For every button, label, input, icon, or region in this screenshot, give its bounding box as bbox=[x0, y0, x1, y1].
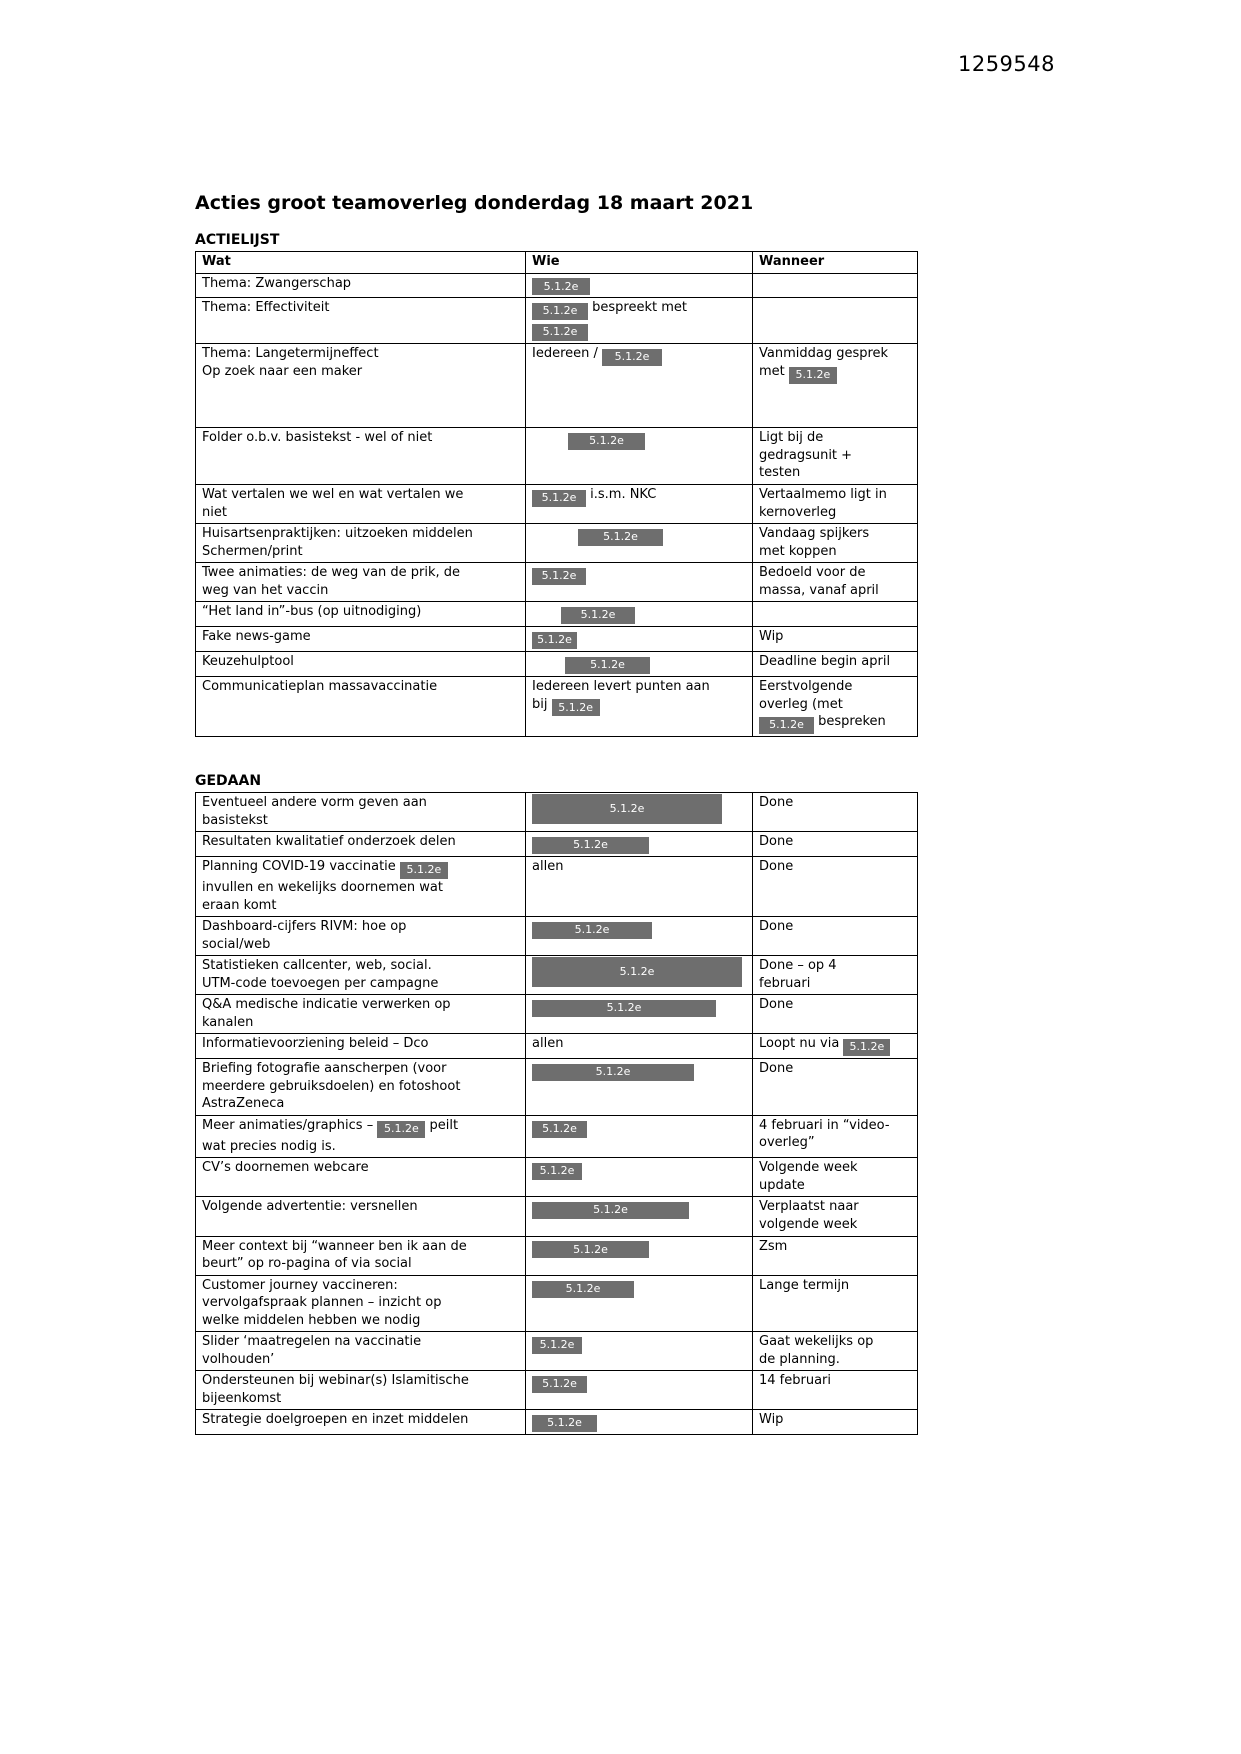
cell-wie: 5.1.2e bespreekt met 5.1.2e bbox=[526, 298, 753, 344]
redaction-box: 5.1.2e bbox=[532, 837, 649, 854]
cell-wanneer: Vertaalmemo ligt in kernoverleg bbox=[753, 484, 918, 523]
cell-wie bbox=[526, 652, 753, 677]
table-row bbox=[196, 1275, 918, 1332]
gedaan-heading: GEDAAN bbox=[195, 773, 262, 790]
document-title: Acties groot teamoverleg donderdag 18 maart 2021 bbox=[195, 192, 754, 214]
table-row bbox=[196, 1034, 918, 1059]
cell-wie bbox=[526, 1158, 753, 1197]
cell-wie: allen bbox=[526, 1034, 753, 1059]
cell-wanneer: Done bbox=[753, 995, 918, 1034]
redaction-box: 5.1.2e bbox=[532, 794, 722, 824]
cell-wat: Communicatieplan massavaccinatie bbox=[196, 677, 526, 737]
cell-wat: Wat vertalen we wel en wat vertalen we niet bbox=[196, 484, 526, 523]
table-row bbox=[196, 298, 918, 344]
cell-wie bbox=[526, 995, 753, 1034]
cell-wat: Eventueel andere vorm geven aan basistekst bbox=[196, 793, 526, 832]
cell-wanneer bbox=[753, 602, 918, 627]
cell-wat: Meer animaties/graphics – 5.1.2e peilt wat precies nodig is. bbox=[196, 1115, 526, 1157]
column-header-wanneer: Wanneer bbox=[753, 252, 918, 274]
cell-wat: Thema: Langetermijneffect Op zoek naar een maker bbox=[196, 344, 526, 428]
redaction-box: 5.1.2e bbox=[532, 1202, 689, 1219]
cell-wie bbox=[526, 273, 753, 298]
cell-wat: CV’s doornemen webcare bbox=[196, 1158, 526, 1197]
cell-wie bbox=[526, 832, 753, 857]
cell-wat: Fake news-game bbox=[196, 627, 526, 652]
table-row bbox=[196, 1236, 918, 1275]
redaction-box: 5.1.2e bbox=[532, 278, 590, 295]
redaction-box: 5.1.2e bbox=[532, 1337, 582, 1354]
cell-wanneer: Done – op 4 februari bbox=[753, 956, 918, 995]
cell-wanneer: Deadline begin april bbox=[753, 652, 918, 677]
actielijst-table bbox=[195, 251, 918, 737]
cell-wanneer: 4 februari in “video- overleg” bbox=[753, 1115, 918, 1157]
table-row bbox=[196, 1410, 918, 1435]
table-row bbox=[196, 995, 918, 1034]
table-row bbox=[196, 1115, 918, 1157]
redaction-box: 5.1.2e bbox=[532, 1376, 587, 1393]
cell-wanneer: Done bbox=[753, 917, 918, 956]
table-row bbox=[196, 602, 918, 627]
cell-wanneer: Done bbox=[753, 857, 918, 917]
redaction-box: 5.1.2e bbox=[377, 1121, 425, 1138]
cell-wat: Keuzehulptool bbox=[196, 652, 526, 677]
cell-wat: Huisartsenpraktijken: uitzoeken middelen Schermen/print bbox=[196, 524, 526, 563]
cell-wanneer: Vandaag spijkers met koppen bbox=[753, 524, 918, 563]
redaction-box: 5.1.2e bbox=[532, 1000, 716, 1017]
table-row bbox=[196, 917, 918, 956]
cell-wanneer bbox=[753, 273, 918, 298]
cell-wie bbox=[526, 602, 753, 627]
cell-wie: Iedereen levert punten aan bij 5.1.2e bbox=[526, 677, 753, 737]
table-row bbox=[196, 484, 918, 523]
cell-wat: Resultaten kwalitatief onderzoek delen bbox=[196, 832, 526, 857]
table-row bbox=[196, 677, 918, 737]
cell-wanneer: Eerstvolgende overleg (met 5.1.2e bespreken bbox=[753, 677, 918, 737]
cell-wanneer: Wip bbox=[753, 627, 918, 652]
cell-wie bbox=[526, 1410, 753, 1435]
cell-wat: Informatievoorziening beleid – Dco bbox=[196, 1034, 526, 1059]
cell-wat: Q&A medische indicatie verwerken op kanalen bbox=[196, 995, 526, 1034]
redaction-box: 5.1.2e bbox=[532, 1281, 634, 1298]
cell-wie bbox=[526, 1059, 753, 1116]
cell-wanneer: Zsm bbox=[753, 1236, 918, 1275]
cell-wat: Planning COVID-19 vaccinatie 5.1.2e invullen en wekelijks doornemen wat eraan komt bbox=[196, 857, 526, 917]
table-row bbox=[196, 1332, 918, 1371]
cell-wat: Statistieken callcenter, web, social. UTM-code toevoegen per campagne bbox=[196, 956, 526, 995]
redaction-box: 5.1.2e bbox=[843, 1039, 890, 1056]
header-row bbox=[196, 252, 918, 274]
redaction-box: 5.1.2e bbox=[532, 1064, 694, 1081]
cell-wie bbox=[526, 917, 753, 956]
table-row bbox=[196, 857, 918, 917]
redaction-box: 5.1.2e bbox=[532, 922, 652, 939]
redaction-box: 5.1.2e bbox=[552, 699, 600, 716]
cell-wat: Slider ‘maatregelen na vaccinatie volhouden’ bbox=[196, 1332, 526, 1371]
redaction-box: 5.1.2e bbox=[532, 568, 586, 585]
cell-wanneer: Gaat wekelijks op de planning. bbox=[753, 1332, 918, 1371]
column-header-wie: Wie bbox=[526, 252, 753, 274]
cell-wanneer: Verplaatst naar volgende week bbox=[753, 1197, 918, 1236]
cell-wat: Meer context bij “wanneer ben ik aan de beurt” op ro-pagina of via social bbox=[196, 1236, 526, 1275]
redaction-box: 5.1.2e bbox=[532, 1241, 649, 1258]
redaction-box: 5.1.2e bbox=[400, 862, 448, 879]
cell-wie bbox=[526, 627, 753, 652]
cell-wat: Customer journey vaccineren: vervolgafspraak plannen – inzicht op welke middelen hebben we nodig bbox=[196, 1275, 526, 1332]
cell-wanneer: Lange termijn bbox=[753, 1275, 918, 1332]
cell-wanneer: Loopt nu via 5.1.2e bbox=[753, 1034, 918, 1059]
cell-wie bbox=[526, 563, 753, 602]
cell-wie bbox=[526, 1197, 753, 1236]
redaction-box: 5.1.2e bbox=[532, 632, 577, 649]
cell-wat: Folder o.b.v. basistekst - wel of niet bbox=[196, 428, 526, 485]
table-row bbox=[196, 428, 918, 485]
cell-wie bbox=[526, 1371, 753, 1410]
cell-wie bbox=[526, 1236, 753, 1275]
cell-wie: allen bbox=[526, 857, 753, 917]
cell-wie bbox=[526, 524, 753, 563]
table-row bbox=[196, 1059, 918, 1116]
column-header-wat: Wat bbox=[196, 252, 526, 274]
cell-wat: Thema: Effectiviteit bbox=[196, 298, 526, 344]
cell-wie bbox=[526, 1332, 753, 1371]
cell-wie bbox=[526, 793, 753, 832]
table-row bbox=[196, 793, 918, 832]
table-row bbox=[196, 652, 918, 677]
table-row bbox=[196, 627, 918, 652]
redaction-box: 5.1.2e bbox=[532, 1415, 597, 1432]
redaction-box: 5.1.2e bbox=[602, 349, 662, 366]
cell-wie bbox=[526, 1275, 753, 1332]
cell-wat: Dashboard-cijfers RIVM: hoe op social/web bbox=[196, 917, 526, 956]
table-row bbox=[196, 344, 918, 428]
cell-wie bbox=[526, 428, 753, 485]
cell-wanneer: Bedoeld voor de massa, vanaf april bbox=[753, 563, 918, 602]
redaction-box: 5.1.2e bbox=[561, 607, 635, 624]
cell-wanneer: Done bbox=[753, 832, 918, 857]
actielijst-heading: ACTIELIJST bbox=[195, 232, 280, 248]
redaction-box: 5.1.2e bbox=[532, 1121, 587, 1138]
cell-wanneer bbox=[753, 298, 918, 344]
cell-wie: 5.1.2e i.s.m. NKC bbox=[526, 484, 753, 523]
cell-wat: “Het land in”-bus (op uitnodiging) bbox=[196, 602, 526, 627]
cell-wat: Twee animaties: de weg van de prik, de weg van het vaccin bbox=[196, 563, 526, 602]
cell-wie bbox=[526, 956, 753, 995]
cell-wat: Ondersteunen bij webinar(s) Islamitische bijeenkomst bbox=[196, 1371, 526, 1410]
document-content bbox=[195, 0, 917, 1435]
cell-wanneer: 14 februari bbox=[753, 1371, 918, 1410]
redaction-box: 5.1.2e bbox=[578, 529, 663, 546]
table-row bbox=[196, 1371, 918, 1410]
page-number: 1259548 bbox=[957, 52, 1055, 76]
cell-wie: Iedereen / 5.1.2e bbox=[526, 344, 753, 428]
cell-wanneer: Ligt bij de gedragsunit + testen bbox=[753, 428, 918, 485]
cell-wat: Briefing fotografie aanscherpen (voor meerdere gebruiksdoelen) en fotoshoot AstraZeneca bbox=[196, 1059, 526, 1116]
redaction-box: 5.1.2e bbox=[568, 433, 645, 450]
table-row bbox=[196, 563, 918, 602]
table-row bbox=[196, 956, 918, 995]
table-row bbox=[196, 832, 918, 857]
redaction-box: 5.1.2e bbox=[565, 657, 650, 674]
redaction-box: 5.1.2e bbox=[532, 303, 588, 320]
cell-wanneer: Done bbox=[753, 1059, 918, 1116]
cell-wie bbox=[526, 1115, 753, 1157]
table-row bbox=[196, 1158, 918, 1197]
cell-wanneer: Volgende week update bbox=[753, 1158, 918, 1197]
cell-wat: Thema: Zwangerschap bbox=[196, 273, 526, 298]
redaction-box: 5.1.2e bbox=[532, 1163, 582, 1180]
redaction-box: 5.1.2e bbox=[789, 367, 837, 384]
table-row bbox=[196, 1197, 918, 1236]
cell-wanneer: Vanmiddag gesprek met 5.1.2e bbox=[753, 344, 918, 428]
cell-wat: Volgende advertentie: versnellen bbox=[196, 1197, 526, 1236]
redaction-box: 5.1.2e bbox=[532, 957, 742, 987]
redaction-box: 5.1.2e bbox=[532, 324, 588, 341]
redaction-box: 5.1.2e bbox=[759, 717, 814, 734]
table-row bbox=[196, 273, 918, 298]
cell-wat: Strategie doelgroepen en inzet middelen bbox=[196, 1410, 526, 1435]
table-row bbox=[196, 524, 918, 563]
redaction-box: 5.1.2e bbox=[532, 490, 586, 507]
gedaan-table bbox=[195, 792, 918, 1435]
cell-wanneer: Done bbox=[753, 793, 918, 832]
cell-wanneer: Wip bbox=[753, 1410, 918, 1435]
